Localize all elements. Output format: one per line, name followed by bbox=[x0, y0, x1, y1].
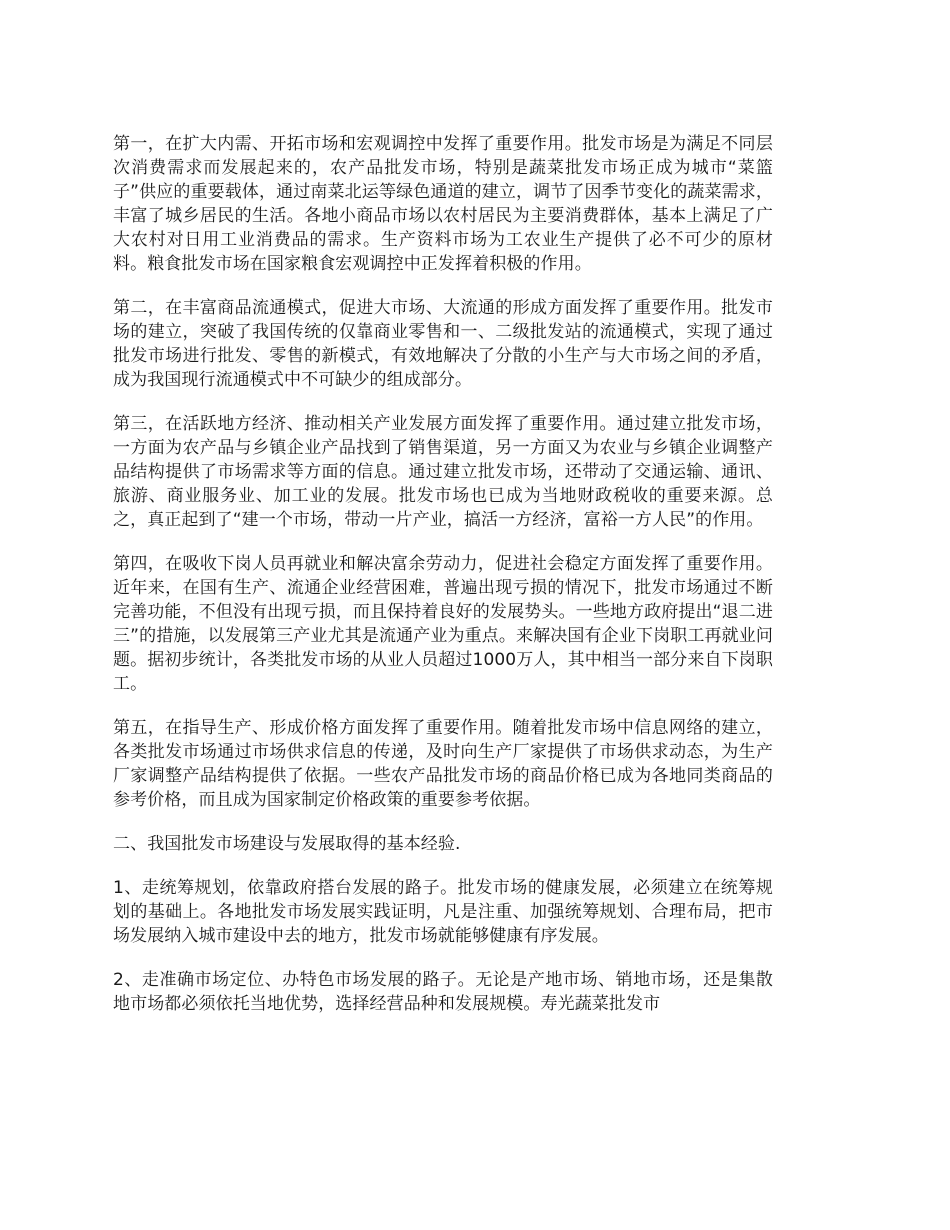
section-heading: 二、我国批发市场建设与发展取得的基本经验. bbox=[113, 834, 461, 854]
paragraph-fifth-role: 第五，在指导生产、形成价格方面发挥了重要作用。随着批发市场中信息网络的建立，各类批发市场通过市场供求信息的传递，及时向生产厂家提供了市场供求动态，为生产厂家调整产品结构提供了依据。一些农产品批发市场的商品价格已成为各地同类商品的参考价格，而且成为国家制定价格政策的重要参考依据。 bbox=[113, 718, 773, 810]
experience-item-1: 1、走统筹规划，依靠政府搭台发展的路子。批发市场的健康发展，必须建立在统筹规划的基础上。各地批发市场发展实践证明，凡是注重、加强统筹规划、合理布局，把市场发展纳入城市建设中去的地方，批发市场就能够健康有序发展。 bbox=[113, 878, 773, 946]
document-body bbox=[113, 132, 773, 1036]
paragraph-second-role: 第二，在丰富商品流通模式，促进大市场、大流通的形成方面发挥了重要作用。批发市场的建立，突破了我国传统的仅靠商业零售和一、二级批发站的流通模式，实现了通过批发市场进行批发、零售的新模式，有效地解决了分散的小生产与大市场之间的矛盾，成为我国现行流通模式中不可缺少的组成部分。 bbox=[113, 298, 773, 390]
paragraph-third-role: 第三，在活跃地方经济、推动相关产业发展方面发挥了重要作用。通过建立批发市场，一方面为农产品与乡镇企业产品找到了销售渠道，另一方面又为农业与乡镇企业调整产品结构提供了市场需求等方面的信息。通过建立批发市场，还带动了交通运输、通讯、旅游、商业服务业、加工业的发展。批发市场也已成为当地财政税收的重要来源。总之，真正起到了“建一个市场，带动一片产业，搞活一方经济，富裕一方人民”的作用。 bbox=[113, 414, 773, 530]
experience-item-2: 2、走准确市场定位、办特色市场发展的路子。无论是产地市场、销地市场，还是集散地市场都必须依托当地优势，选择经营品种和发展规模。寿光蔬菜批发市 bbox=[113, 970, 773, 1014]
paragraph-fourth-role: 第四，在吸收下岗人员再就业和解决富余劳动力，促进社会稳定方面发挥了重要作用。近年来，在国有生产、流通企业经营困难，普遍出现亏损的情况下，批发市场通过不断完善功能，不但没有出现亏损，而且保持着良好的发展势头。一些地方政府提出“退二进三”的措施，以发展第三产业尤其是流通产业为重点。来解决国有企业下岗职工再就业问题。据初步统计，各类批发市场的从业人员超过1000万人，其中相当一部分来自下岗职工。 bbox=[113, 554, 773, 694]
paragraph-first-role: 第一，在扩大内需、开拓市场和宏观调控中发挥了重要作用。批发市场是为满足不同层次消费需求而发展起来的，农产品批发市场，特别是蔬菜批发市场正成为城市“菜篮子”供应的重要载体，通过南菜北运等绿色通道的建立，调节了因季节变化的蔬菜需求，丰富了城乡居民的生活。各地小商品市场以农村居民为主要消费群体，基本上满足了广大农村对日用工业消费品的需求。生产资料市场为工农业生产提供了必不可少的原材料。粮食批发市场在国家粮食宏观调控中正发挥着积极的作用。 bbox=[113, 134, 773, 274]
